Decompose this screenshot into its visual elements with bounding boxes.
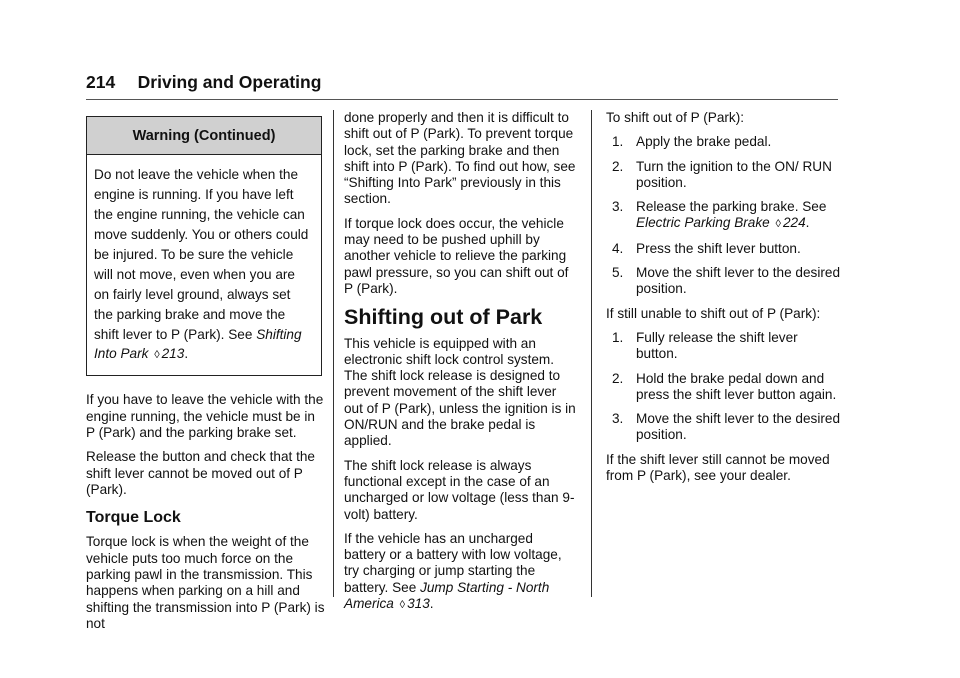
warning-body — [87, 155, 321, 375]
paragraph: This vehicle is equipped with an electronic shift lock control system. The shift lock release is designed to prevent movement of the shift lever out of P (Park), unless the ignition is in ON/RUN and the brake pedal is applied. — [344, 335, 576, 449]
paragraph: If torque lock does occur, the vehicle may need to be pushed uphill by another vehicle to relieve the parking pawl pressure, so you can shift out of P (Park). — [344, 215, 569, 296]
paragraph: Release the button and check that the shift lever cannot be moved out of P (Park). — [86, 449, 315, 497]
paragraph: If you have to leave the vehicle with the engine running, the vehicle must be in P (Park) and the parking brake set. — [86, 392, 324, 440]
paragraph: The shift lock release is always functional except in the case of an uncharged or low voltage (less than 9-volt) battery. — [344, 457, 575, 522]
list-item — [606, 411, 842, 444]
list-item — [606, 265, 842, 298]
step-text: Turn the ignition to the ON/ RUN position. — [636, 158, 832, 190]
list-item — [606, 371, 842, 404]
page-ref-icon: ◊ — [399, 599, 406, 612]
header-divider — [86, 99, 838, 100]
paragraph: If the shift lever still cannot be moved from P (Park), see your dealer. — [606, 451, 830, 484]
step-number: 3. — [612, 411, 624, 427]
warning-see: See — [228, 326, 253, 342]
column-2 — [344, 110, 578, 621]
period: . — [429, 596, 434, 612]
warning-box — [86, 116, 322, 376]
step-number: 2. — [612, 370, 624, 386]
step-text: Release the parking brake. See — [636, 199, 827, 215]
step-text: Apply the brake pedal. — [636, 134, 772, 150]
step-number: 5. — [612, 265, 624, 281]
steps-list — [606, 330, 842, 444]
page-ref-icon: ◊ — [154, 349, 160, 362]
list-intro: If still unable to shift out of P (Park): — [606, 305, 821, 321]
steps-list — [606, 134, 842, 297]
warning-page-ref[interactable]: 213 — [161, 346, 185, 362]
step-number: 1. — [612, 134, 624, 150]
column-divider-2 — [591, 110, 592, 597]
step-text: Move the shift lever to the desired position. — [636, 411, 841, 443]
jump-starting-page-ref[interactable]: 313 — [407, 596, 430, 612]
page-header — [86, 72, 838, 93]
paragraph: Torque lock is when the weight of the vehicle puts too much force on the parking pawl in the transmission. This happens when parking on a hill and shifting the transmission into P (Park) is not — [86, 534, 325, 631]
column-divider-1 — [333, 110, 334, 597]
step-text: Hold the brake pedal down and press the shift lever button again. — [636, 370, 837, 402]
warning-title: Warning (Continued) — [87, 117, 321, 155]
step-text: Move the shift lever to the desired position. — [636, 265, 841, 297]
heading-torque-lock: Torque Lock — [86, 509, 181, 527]
warning-text: Do not leave the vehicle when the engine is running. If you have left the engine running, the vehicle can move suddenly. You or others could be injured. To be sure the vehicle will not move, even when you are on fairly level ground, always set the parking brake and move the shift lever to P (Park). — [94, 167, 309, 342]
column-1 — [86, 110, 326, 640]
list-item — [606, 199, 842, 233]
list-item — [606, 330, 842, 363]
column-3 — [606, 110, 842, 492]
step-number: 3. — [612, 199, 624, 215]
warning-link[interactable]: Shifting Into Park — [94, 326, 302, 362]
period: . — [805, 215, 810, 231]
heading-shifting-out-of-park: Shifting out of Park — [344, 305, 543, 330]
paragraph: done properly and then it is difficult to shift out of P (Park). To prevent torque lock, set the parking brake and then shift into P (Park). To find out how, see “Shifting Into Park” previously in this section. — [344, 110, 576, 207]
list-item — [606, 159, 842, 192]
paragraph-text: If the vehicle has an uncharged battery or a battery with low voltage, try charging or jump starting the battery. See — [344, 530, 562, 595]
step-text: Press the shift lever button. — [636, 240, 801, 256]
page-ref-icon: ◊ — [775, 218, 781, 231]
list-item — [606, 241, 842, 257]
section-title: Driving and Operating — [137, 72, 322, 92]
page-number: 214 — [86, 72, 116, 92]
step-number: 1. — [612, 329, 624, 345]
period: . — [184, 346, 189, 362]
list-item — [606, 134, 842, 150]
list-intro: To shift out of P (Park): — [606, 110, 745, 125]
step-number: 4. — [612, 240, 624, 256]
jump-starting-link[interactable]: Jump Starting - North America — [344, 579, 550, 612]
paragraph — [344, 531, 578, 613]
step-number: 2. — [612, 158, 624, 174]
step-text: Fully release the shift lever button. — [636, 329, 798, 362]
parking-brake-page-ref[interactable]: 224 — [782, 215, 806, 231]
parking-brake-link[interactable]: Electric Parking Brake — [636, 215, 770, 231]
